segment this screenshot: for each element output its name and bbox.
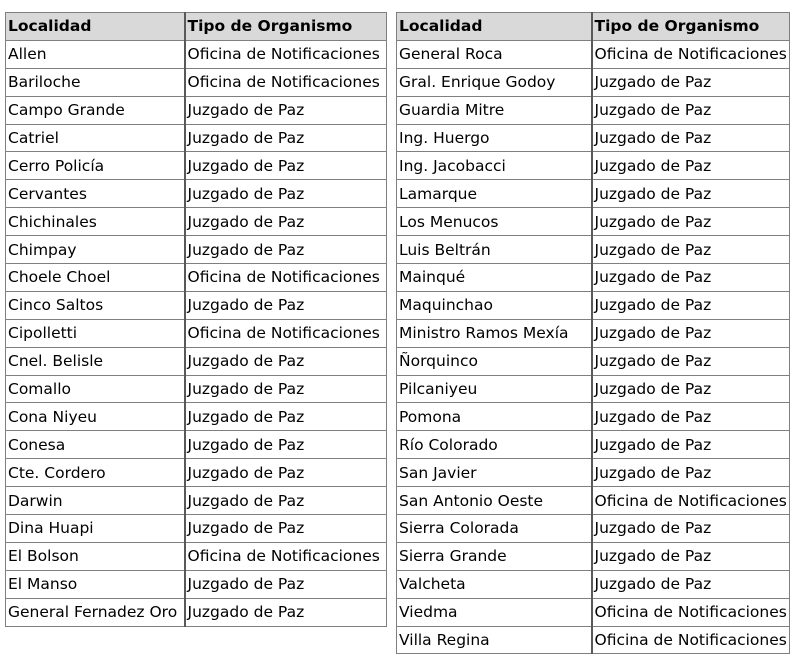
table-row xyxy=(397,626,790,654)
cell-localidad: Los Menucos xyxy=(397,208,592,236)
cell-localidad: Darwin xyxy=(6,487,185,515)
table-row xyxy=(397,459,790,487)
cell-localidad: Cipolletti xyxy=(6,319,185,347)
cell-tipo: Oficina de Notificaciones xyxy=(185,319,387,347)
table-row xyxy=(397,40,790,68)
header-tipo: Tipo de Organismo xyxy=(185,13,387,41)
table-row xyxy=(6,375,387,403)
table-row xyxy=(6,487,387,515)
table-row xyxy=(6,598,387,626)
cell-tipo: Oficina de Notificaciones xyxy=(185,264,387,292)
table-row xyxy=(6,570,387,598)
cell-localidad: Cervantes xyxy=(6,180,185,208)
cell-tipo: Juzgado de Paz xyxy=(185,403,387,431)
table-row xyxy=(6,68,387,96)
cell-localidad: Maquinchao xyxy=(397,291,592,319)
table-row xyxy=(6,264,387,292)
cell-tipo: Juzgado de Paz xyxy=(185,431,387,459)
cell-tipo: Juzgado de Paz xyxy=(592,542,790,570)
table-row xyxy=(6,431,387,459)
header-localidad: Localidad xyxy=(397,13,592,41)
cell-tipo: Juzgado de Paz xyxy=(592,515,790,543)
table-row xyxy=(397,96,790,124)
table-row xyxy=(6,515,387,543)
table-row xyxy=(397,208,790,236)
table-row xyxy=(397,291,790,319)
cell-localidad: General Fernadez Oro xyxy=(6,598,185,626)
cell-localidad: Ing. Huergo xyxy=(397,124,592,152)
cell-tipo: Juzgado de Paz xyxy=(592,459,790,487)
cell-localidad: San Antonio Oeste xyxy=(397,487,592,515)
table-row xyxy=(397,319,790,347)
cell-localidad: Conesa xyxy=(6,431,185,459)
cell-localidad: Ing. Jacobacci xyxy=(397,152,592,180)
cell-localidad: Cte. Cordero xyxy=(6,459,185,487)
cell-tipo: Juzgado de Paz xyxy=(592,124,790,152)
cell-localidad: Guardia Mitre xyxy=(397,96,592,124)
table-row xyxy=(397,515,790,543)
cell-tipo: Juzgado de Paz xyxy=(185,291,387,319)
cell-localidad: Cnel. Belisle xyxy=(6,347,185,375)
cell-tipo: Oficina de Notificaciones xyxy=(185,68,387,96)
cell-localidad: Cerro Policía xyxy=(6,152,185,180)
cell-localidad: Ministro Ramos Mexía xyxy=(397,319,592,347)
cell-localidad: General Roca xyxy=(397,40,592,68)
header-tipo: Tipo de Organismo xyxy=(592,13,790,41)
cell-tipo: Juzgado de Paz xyxy=(592,431,790,459)
table-row xyxy=(397,570,790,598)
header-row xyxy=(6,13,387,41)
table-row xyxy=(6,291,387,319)
table-row xyxy=(6,459,387,487)
cell-tipo: Juzgado de Paz xyxy=(185,236,387,264)
table-row xyxy=(397,403,790,431)
cell-tipo: Juzgado de Paz xyxy=(592,319,790,347)
table-row xyxy=(397,487,790,515)
cell-localidad: Viedma xyxy=(397,598,592,626)
table-row xyxy=(397,68,790,96)
cell-localidad: Catriel xyxy=(6,124,185,152)
table-row xyxy=(6,542,387,570)
cell-localidad: Gral. Enrique Godoy xyxy=(397,68,592,96)
cell-localidad: Río Colorado xyxy=(397,431,592,459)
table-row xyxy=(397,431,790,459)
cell-tipo: Oficina de Notificaciones xyxy=(592,598,790,626)
cell-tipo: Oficina de Notificaciones xyxy=(592,626,790,654)
cell-localidad: Lamarque xyxy=(397,180,592,208)
cell-localidad: El Bolson xyxy=(6,542,185,570)
cell-localidad: Allen xyxy=(6,40,185,68)
table-row xyxy=(6,40,387,68)
cell-localidad: San Javier xyxy=(397,459,592,487)
cell-tipo: Oficina de Notificaciones xyxy=(185,40,387,68)
cell-tipo: Juzgado de Paz xyxy=(592,570,790,598)
cell-tipo: Juzgado de Paz xyxy=(185,96,387,124)
cell-tipo: Juzgado de Paz xyxy=(185,152,387,180)
table-row xyxy=(6,152,387,180)
cell-localidad: Mainqué xyxy=(397,264,592,292)
cell-localidad: Valcheta xyxy=(397,570,592,598)
cell-tipo: Juzgado de Paz xyxy=(185,515,387,543)
cell-localidad: Choele Choel xyxy=(6,264,185,292)
cell-tipo: Juzgado de Paz xyxy=(185,487,387,515)
table-row xyxy=(6,236,387,264)
cell-tipo: Oficina de Notificaciones xyxy=(185,542,387,570)
cell-localidad: Chichinales xyxy=(6,208,185,236)
cell-localidad: Sierra Grande xyxy=(397,542,592,570)
cell-localidad: Cinco Saltos xyxy=(6,291,185,319)
cell-tipo: Juzgado de Paz xyxy=(592,96,790,124)
cell-tipo: Juzgado de Paz xyxy=(185,208,387,236)
table-row xyxy=(397,598,790,626)
cell-localidad: Dina Huapi xyxy=(6,515,185,543)
cell-localidad: Sierra Colorada xyxy=(397,515,592,543)
cell-tipo: Juzgado de Paz xyxy=(185,375,387,403)
cell-localidad: Pilcaniyeu xyxy=(397,375,592,403)
table-row xyxy=(397,236,790,264)
left-table xyxy=(5,12,387,627)
table-row xyxy=(6,347,387,375)
cell-tipo: Juzgado de Paz xyxy=(592,208,790,236)
table-row xyxy=(6,403,387,431)
cell-tipo: Juzgado de Paz xyxy=(185,347,387,375)
cell-localidad: Chimpay xyxy=(6,236,185,264)
table-row xyxy=(397,264,790,292)
table-row xyxy=(6,96,387,124)
cell-localidad: Ñorquinco xyxy=(397,347,592,375)
cell-tipo: Juzgado de Paz xyxy=(592,68,790,96)
cell-localidad: Luis Beltrán xyxy=(397,236,592,264)
cell-localidad: El Manso xyxy=(6,570,185,598)
table-row xyxy=(6,319,387,347)
cell-tipo: Juzgado de Paz xyxy=(185,598,387,626)
table-row xyxy=(397,542,790,570)
cell-localidad: Comallo xyxy=(6,375,185,403)
cell-tipo: Juzgado de Paz xyxy=(592,264,790,292)
cell-tipo: Juzgado de Paz xyxy=(592,180,790,208)
cell-localidad: Campo Grande xyxy=(6,96,185,124)
table-row xyxy=(397,375,790,403)
table-row xyxy=(6,208,387,236)
cell-tipo: Juzgado de Paz xyxy=(592,152,790,180)
table-row xyxy=(6,124,387,152)
cell-tipo: Juzgado de Paz xyxy=(185,180,387,208)
cell-tipo: Juzgado de Paz xyxy=(592,403,790,431)
cell-localidad: Bariloche xyxy=(6,68,185,96)
header-localidad: Localidad xyxy=(6,13,185,41)
cell-tipo: Juzgado de Paz xyxy=(185,459,387,487)
table-row xyxy=(6,180,387,208)
cell-tipo: Juzgado de Paz xyxy=(185,124,387,152)
table-row xyxy=(397,124,790,152)
right-table xyxy=(396,12,790,654)
header-row xyxy=(397,13,790,41)
cell-tipo: Oficina de Notificaciones xyxy=(592,40,790,68)
table-row xyxy=(397,180,790,208)
cell-tipo: Juzgado de Paz xyxy=(592,347,790,375)
cell-tipo: Oficina de Notificaciones xyxy=(592,487,790,515)
table-row xyxy=(397,152,790,180)
cell-tipo: Juzgado de Paz xyxy=(592,375,790,403)
cell-tipo: Juzgado de Paz xyxy=(592,236,790,264)
cell-tipo: Juzgado de Paz xyxy=(592,291,790,319)
cell-localidad: Pomona xyxy=(397,403,592,431)
cell-localidad: Villa Regina xyxy=(397,626,592,654)
cell-localidad: Cona Niyeu xyxy=(6,403,185,431)
cell-tipo: Juzgado de Paz xyxy=(185,570,387,598)
table-row xyxy=(397,347,790,375)
